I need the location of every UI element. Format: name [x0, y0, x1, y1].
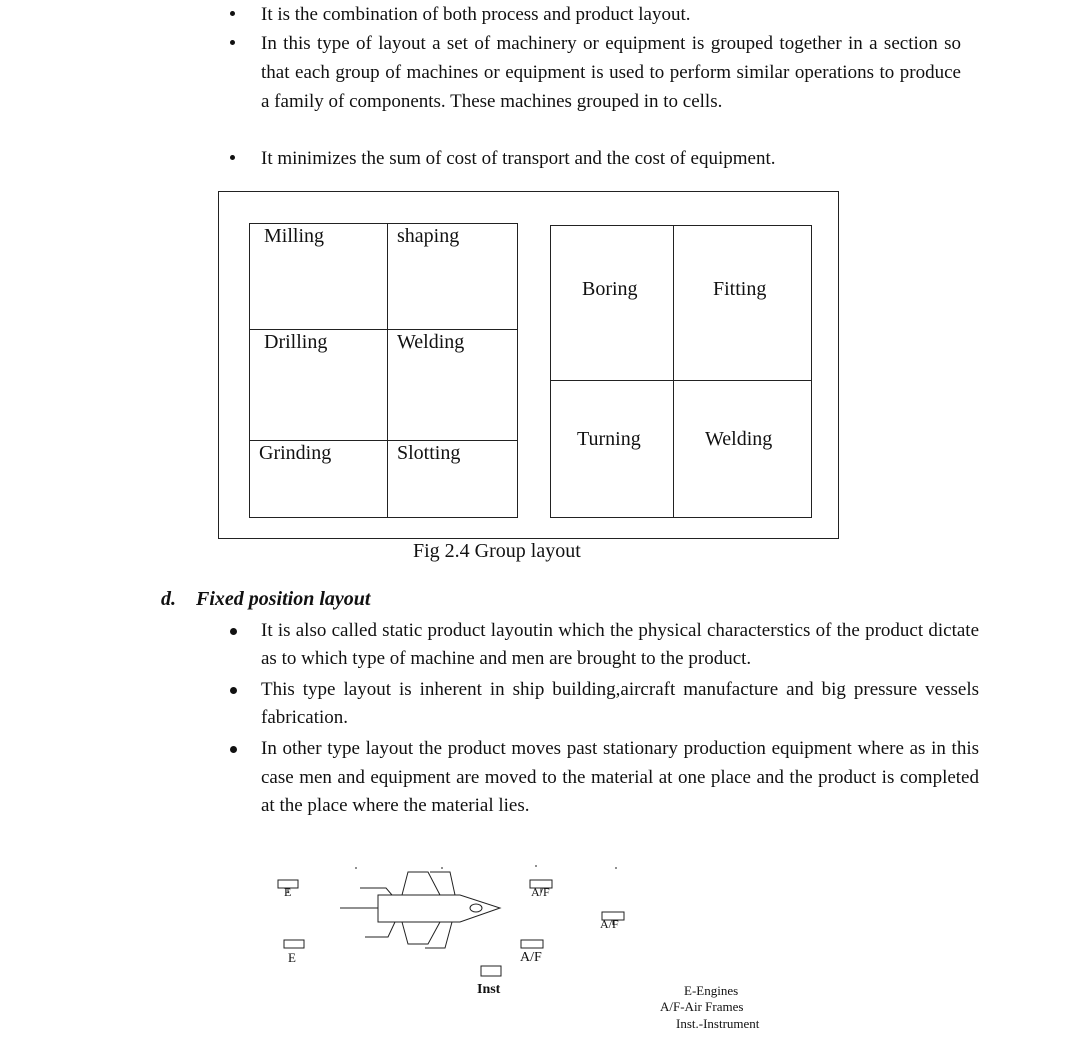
- label-turning: Turning: [577, 428, 641, 450]
- label-milling: Milling: [264, 225, 325, 247]
- legend-instrument: Inst.-Instrument: [676, 1016, 760, 1031]
- section-title: Fixed position layout: [196, 588, 371, 610]
- figure-caption: Fig 2.4 Group layout: [413, 540, 581, 562]
- label-welding-right: Welding: [705, 428, 773, 450]
- label-e-bottom: E: [288, 950, 296, 965]
- aircraft-icon: [340, 872, 500, 948]
- label-welding-left: Welding: [397, 331, 465, 353]
- label-slotting: Slotting: [397, 442, 461, 464]
- bullet-text: In other type layout the product moves past stationary production equipment where as in this case men and equipment are moved to the material at one place and the product is completed at the place where the material lies.: [261, 738, 979, 816]
- label-drilling: Drilling: [264, 331, 328, 353]
- airframe-station-icon: [521, 940, 543, 948]
- label-grinding: Grinding: [259, 442, 332, 464]
- label-boring: Boring: [582, 278, 638, 300]
- label-fitting: Fitting: [713, 278, 767, 300]
- bullet-text: In this type of layout a set of machinery or equipment is grouped together in a section so that each group of machines or equipment is used to perform similar operations to produce a family of components. These machines grouped in to cells.: [261, 33, 961, 112]
- legend-air-frames: A/F-Air Frames: [660, 999, 744, 1014]
- bullet-text: It is also called static product layoutin which the physical characterstics of the product dictate as to which type of machine and men are brought to the product.: [261, 620, 979, 669]
- label-af-right: A/F: [600, 917, 619, 931]
- bullet-text: This type layout is inherent in ship building,aircraft manufacture and big pressure vessels fabrication.: [261, 679, 979, 728]
- instrument-station-icon: [481, 966, 501, 976]
- label-af-top: A/F: [531, 885, 550, 899]
- label-af-bottom: A/F: [520, 950, 542, 965]
- bullet-text: It minimizes the sum of cost of transport and the cost of equipment.: [261, 148, 776, 169]
- legend-engines: E-Engines: [684, 983, 739, 998]
- label-inst: Inst: [477, 982, 501, 997]
- bullet-text: It is the combination of both process and product layout.: [261, 4, 691, 25]
- label-shaping: shaping: [397, 225, 460, 247]
- engine-station-icon: [284, 940, 304, 948]
- label-e-top: E: [284, 885, 292, 899]
- section-marker: d.: [161, 588, 176, 610]
